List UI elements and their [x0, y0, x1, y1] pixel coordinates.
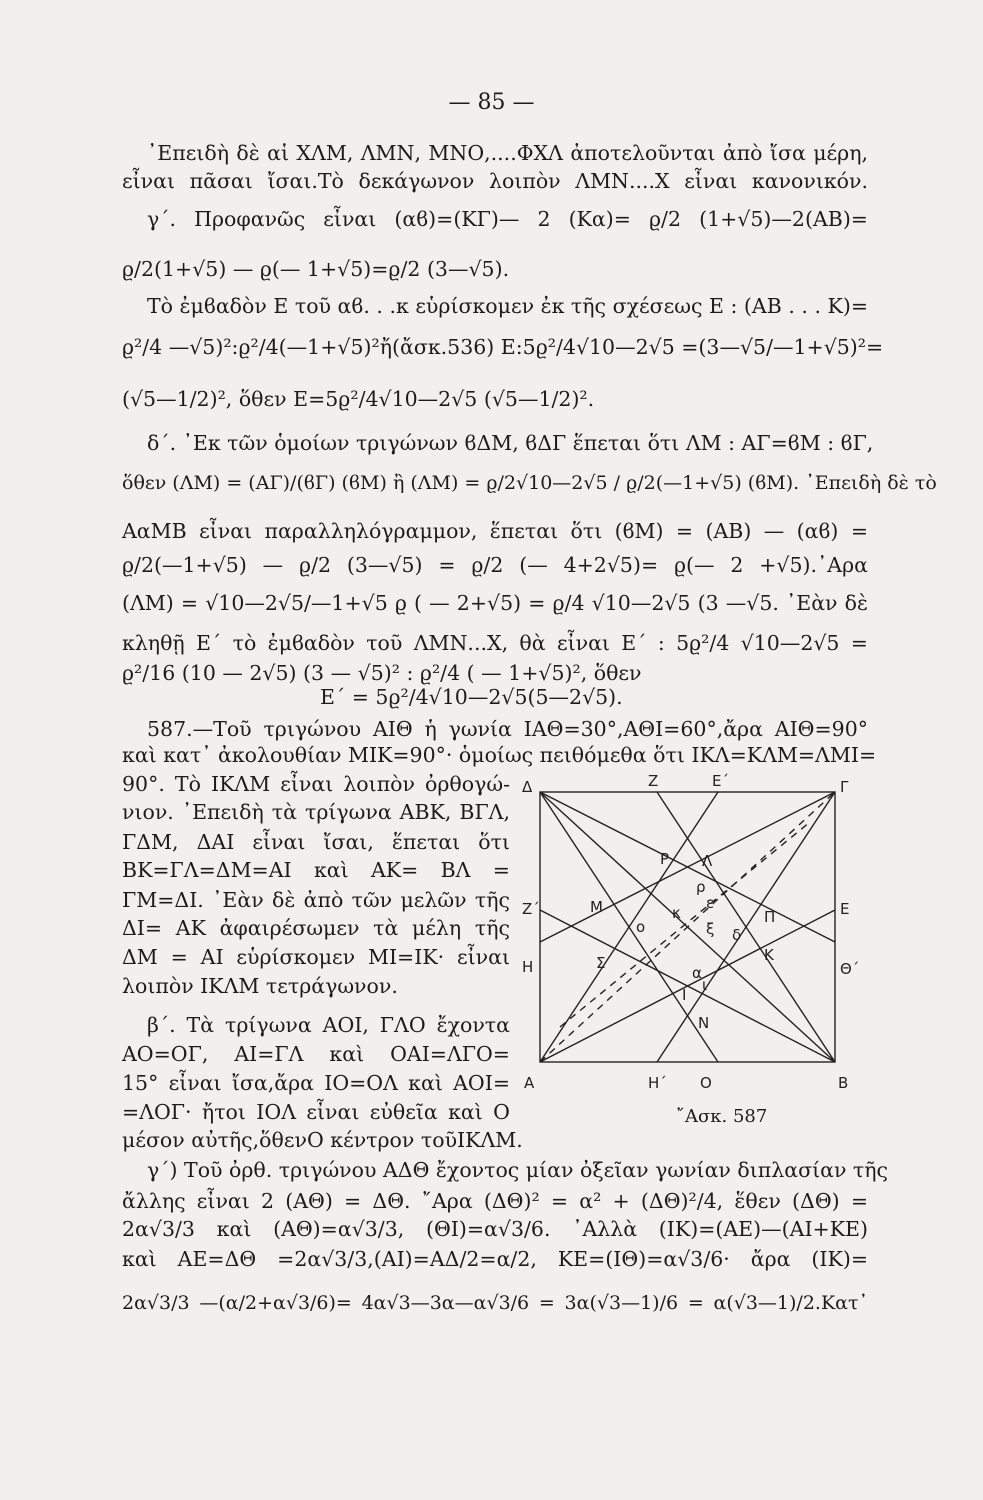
fig-label: Β	[838, 1074, 849, 1092]
text-line: β΄. Τὰ τρίγωνα ΑΟΙ, ΓΛΟ ἔχοντα	[147, 1013, 510, 1037]
text-line: ᾿Επειδὴ δὲ αἱ ΧΛΜ, ΛΜΝ, ΜΝΟ,....ΦΧΛ ἀποτελοῦνται ἀπὸ ἴσα μέρη,	[147, 141, 868, 165]
text-line: ΔΙ= ΑΚ ἀφαιρέσωμεν τὰ μέλη τῆς	[122, 916, 510, 940]
text-line: 587.—Τοῦ τριγώνου ΑΙΘ ἡ γωνία ΙΑΘ=30°,ΑΘΙ=60°,ἄρα ΑΙΘ=90°	[147, 717, 868, 741]
fig-label: Η	[522, 958, 534, 976]
fig-label: κ	[672, 904, 681, 922]
fig-label: ξ	[706, 920, 715, 938]
figure-caption: ῎Ασκ. 587	[676, 1106, 768, 1127]
fig-label: Ζ΄	[522, 900, 540, 918]
fig-label: Ο	[700, 1074, 712, 1092]
text-line: ὅθεν (ΛΜ) = (ΑΓ)/(ϐΓ) (ϐΜ) ἢ (ΛΜ) = ϱ/2√10—2√5 / ϱ/2(—1+√5) (ϐΜ). ᾿Επειδὴ δὲ τὸ	[122, 472, 937, 494]
page-number: — 85 —	[448, 90, 535, 115]
text-line: Τὸ ἐμϐαδὸν Ε τοῦ αϐ. . .κ εὑρίσκομεν ἐκ τῆς σχέσεως Ε : (ΑΒ . . . Κ)=	[147, 294, 868, 318]
text-line: Ε΄ = 5ϱ²/4√10—2√5(5—2√5).	[320, 685, 623, 709]
text-line: 15° εἶναι ἴσα,ἄρα ΙΟ=ΟΛ καὶ ΑΟΙ=	[122, 1071, 510, 1095]
fig-label: ι	[702, 976, 708, 994]
text-line: ΔΜ = ΑΙ εὑρίσκομεν ΜΙ=ΙΚ· εἶναι	[122, 945, 510, 969]
text-line: κληθῇ Ε΄ τὸ ἐμϐαδὸν τοῦ ΛΜΝ...Χ, θὰ εἶναι Ε΄ : 5ϱ²/4 √10—2√5 =	[122, 631, 868, 655]
fig-label: Η΄	[648, 1074, 667, 1092]
fig-label: Ι	[682, 986, 687, 1004]
text-line: ϱ/2(1+√5) — ϱ(— 1+√5)=ϱ/2 (3—√5).	[122, 257, 510, 281]
text-line: ΓΔΜ, ΔΑΙ εἶναι ἴσαι, ἕπεται ὅτι	[122, 830, 510, 854]
text-line: εἶναι πᾶσαι ἴσαι.Τὸ δεκάγωνον λοιπὸν ΛΜΝ....Χ εἶναι κανονικόν.	[122, 169, 868, 193]
fig-label: ο	[636, 918, 646, 936]
text-line: καὶ κατ᾿ ἀκολουθίαν ΜΙΚ=90°· ὁμοίως πειθόμεθα ὅτι ΙΚΛ=ΚΛΜ=ΛΜΙ=	[122, 743, 877, 767]
text-line: ΒΚ=ΓΛ=ΔΜ=ΑΙ καὶ ΑΚ= ΒΛ =	[122, 858, 510, 882]
text-line: μέσον αὐτῆς,ὅθενΟ κέντρον τοῦΙΚΛΜ.	[122, 1128, 523, 1152]
fig-label: ρ	[696, 878, 706, 896]
text-line: ϱ/2(—1+√5) — ϱ/2 (3—√5) = ϱ/2 (— 4+2√5)= ϱ(— 2 +√5).᾿Αρα	[122, 553, 868, 577]
text-line: ΓΜ=ΔΙ. ᾿Εὰν δὲ ἀπὸ τῶν μελῶν τῆς	[122, 888, 510, 912]
text-line: γ΄) Τοῦ ὀρθ. τριγώνου ΑΔΘ ἔχοντος μίαν ὀξεῖαν γωνίαν διπλασίαν τῆς	[147, 1158, 889, 1182]
text-line: καὶ ΑΕ=ΔΘ =2α√3/3,(ΑΙ)=ΑΔ/2=α/2, ΚΕ=(ΙΘ)=α√3/6· ἄρα (ΙΚ)=	[122, 1247, 868, 1271]
text-line: (√5—1/2)², ὅθεν Ε=5ϱ²/4√10—2√5 (√5—1/2)².	[122, 387, 595, 411]
fig-label: δ	[732, 926, 742, 944]
text-line: ΑΟ=ΟΓ, ΑΙ=ΓΛ καὶ ΟΑΙ=ΛΓΟ=	[122, 1042, 510, 1066]
fig-label: α	[692, 964, 702, 982]
fig-label: ε	[706, 894, 715, 912]
text-line: 2α√3/3 καὶ (ΑΘ)=α√3/3, (ΘΙ)=α√3/6. ᾿Αλλὰ (ΙΚ)=(ΑΕ)—(ΑΙ+ΚΕ)	[122, 1217, 868, 1241]
fig-label: Ζ	[648, 772, 659, 790]
fig-label: Ε	[840, 900, 850, 918]
fig-label: Θ΄	[840, 960, 860, 978]
text-line: νιον. ᾿Επειδὴ τὰ τρίγωνα ΑΒΚ, ΒΓΛ,	[122, 800, 510, 824]
text-line: λοιπὸν ΙΚΛΜ τετράγωνον.	[122, 974, 398, 998]
fig-label: Κ	[764, 946, 774, 964]
text-line: ΑαΜΒ εἶναι παραλληλόγραμμον, ἕπεται ὅτι (ϐΜ) = (ΑΒ) — (αϐ) =	[122, 519, 868, 543]
text-line: 90°. Τὸ ΙΚΛΜ εἶναι λοιπὸν ὀρθογώ-	[122, 772, 510, 796]
fig-label: Γ	[840, 778, 849, 796]
fig-label: Π	[764, 908, 776, 926]
text-line: ϱ²/4 —√5)²:ϱ²/4(—1+√5)²ἤ(ἄσκ.536) Ε:5ϱ²/4√10—2√5 =(3—√5/—1+√5)²=	[122, 335, 884, 359]
geometry-figure	[520, 772, 860, 1102]
fig-label: Λ	[702, 852, 713, 870]
text-line: (ΛΜ) = √10—2√5/—1+√5 ϱ ( — 2+√5) = ϱ/4 √10—2√5 (3 —√5. ᾿Εὰν δὲ	[122, 591, 868, 615]
fig-label: Ε΄	[712, 772, 729, 790]
text-line: 2α√3/3 —(α/2+α√3/6)= 4α√3—3α—α√3/6 = 3α(√3—1)/6 = α(√3—1)/2.Κατ᾿	[122, 1292, 868, 1314]
fig-label: Ρ	[660, 850, 670, 868]
text-line: ϱ²/16 (10 — 2√5) (3 — √5)² : ϱ²/4 ( — 1+√5)², ὅθεν	[122, 661, 642, 685]
fig-label: Σ	[596, 954, 606, 972]
text-line: ἄλλης εἶναι 2 (ΑΘ) = ΔΘ. ῎Αρα (ΔΘ)² = α² + (ΔΘ)²/4, ἕθεν (ΔΘ) =	[122, 1189, 868, 1213]
text-line: γ΄. Προφανῶς εἶναι (αϐ)=(ΚΓ)— 2 (Κα)= ϱ/2 (1+√5)—2(ΑΒ)=	[147, 207, 868, 231]
fig-label: Ν	[698, 1014, 710, 1032]
fig-label: Δ	[522, 778, 533, 796]
text-line: =ΛΟΓ· ἤτοι ΙΟΛ εἶναι εὐθεῖα καὶ Ο	[122, 1100, 510, 1124]
fig-label: Μ	[590, 898, 603, 916]
fig-label: Α	[524, 1074, 535, 1092]
text-line: δ΄. ᾿Εκ τῶν ὁμοίων τριγώνων ϐΔΜ, ϐΔΓ ἕπεται ὅτι ΛΜ : ΑΓ=ϐΜ : ϐΓ,	[147, 431, 874, 455]
